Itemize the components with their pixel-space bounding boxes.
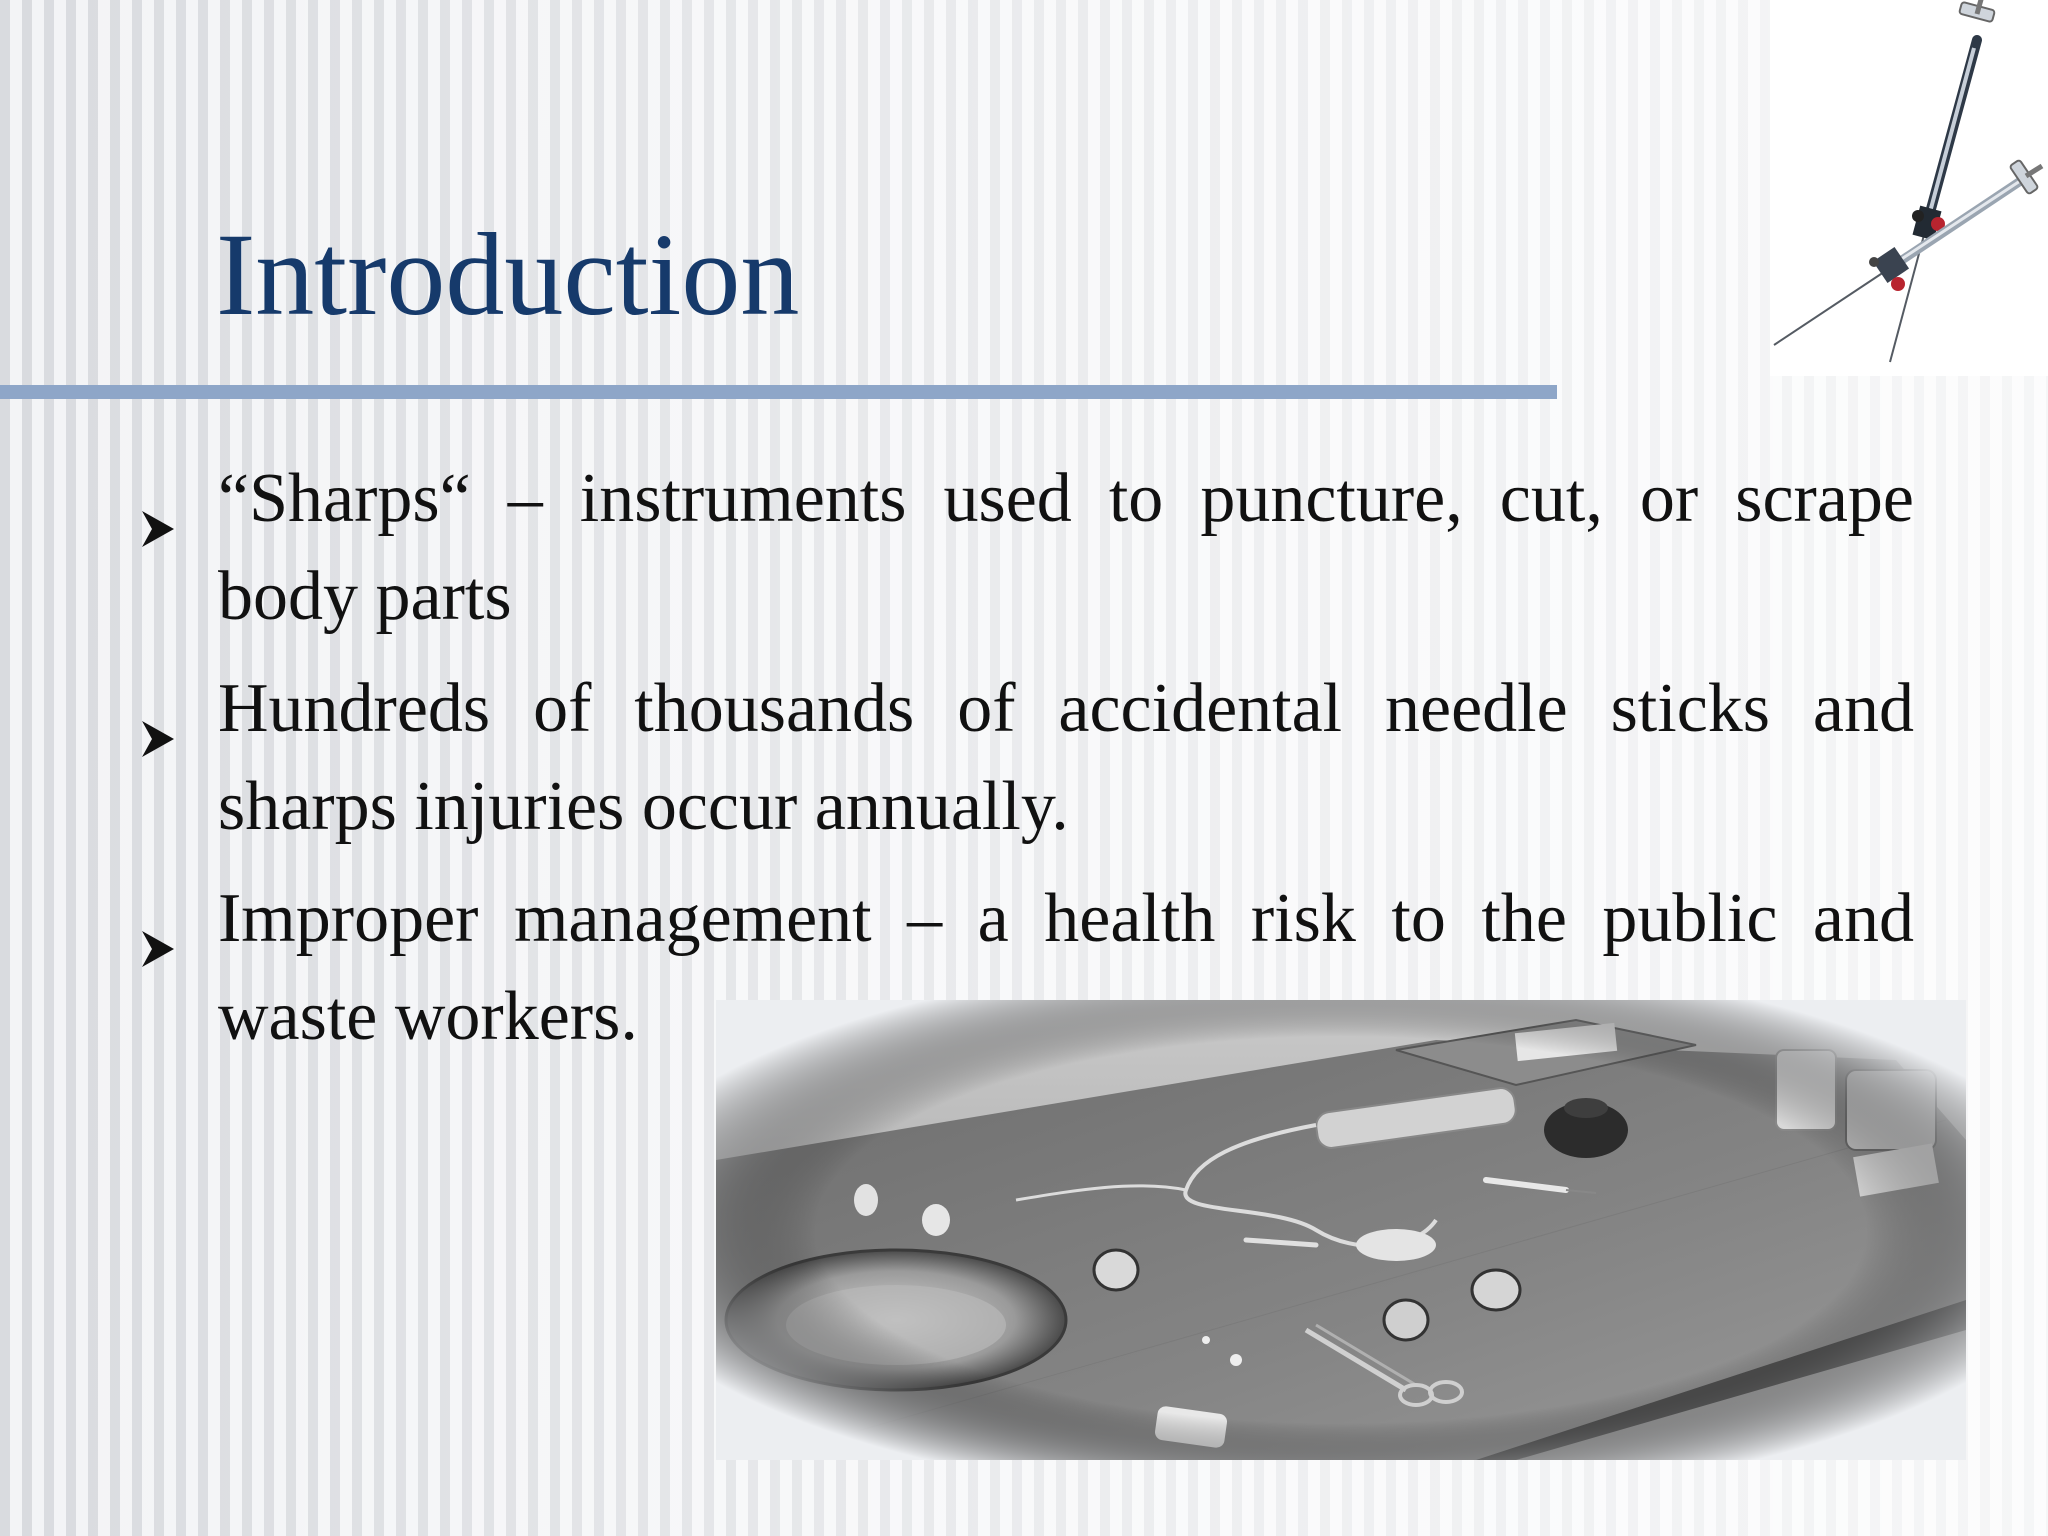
arrowhead-bullet-icon xyxy=(140,898,176,938)
slide-title: Introduction xyxy=(216,209,800,340)
bullet-item xyxy=(140,660,1914,856)
title-underline-rule xyxy=(0,385,1557,399)
bullet-text: Improper management – a health risk to the public and waste workers. xyxy=(218,880,1914,1055)
syringes-photo xyxy=(1770,0,2048,376)
medical-table-with-sharps-photo xyxy=(716,1000,1966,1460)
bullet-item xyxy=(140,450,1914,646)
bullet-list xyxy=(140,450,1914,1080)
arrowhead-bullet-icon xyxy=(140,688,176,728)
bullet-text: Hundreds of thousands of accidental needle sticks and sharps injuries occur annually. xyxy=(218,670,1914,845)
bullet-text: “Sharps“ – instruments used to puncture, cut, or scrape body parts xyxy=(218,460,1914,635)
arrowhead-bullet-icon xyxy=(140,478,176,518)
